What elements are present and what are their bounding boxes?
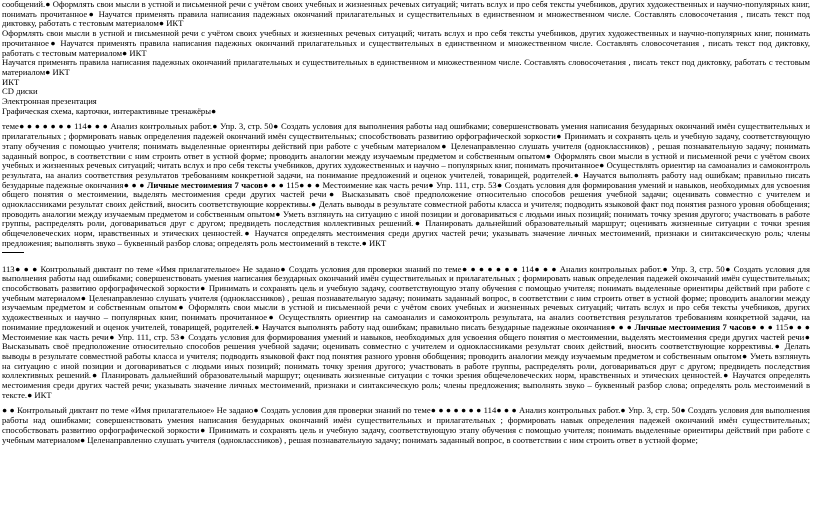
paragraph-1: сообщений.● Оформлять свои мысли в устной и письменной речи с учётом своих учебных и жизненных речевых ситуаций; читать вслух и про себя тексты учебников, других художественных и научно-популярных книг, понимать прочитанное● Научатся применять правила написания падежных окончаний прилагательных и существительных в единственном и множественном числе. Составлять словосочетания , писать текст под диктовку, работать с тестовым материалом● ИКТ: [2, 0, 810, 29]
section-heading-pronouns: Личные местоимения 7 часов: [634, 321, 752, 332]
paragraph-2: Оформлять свои мысли в устной и письменной речи с учётом своих учебных и жизненных речевых ситуаций; читать вслух и про себя тексты учебников, других художественных и научно-популярных книг, понимать прочитанное● Научатся применять правила написания падежных окончаний прилагательных и существительных в единственном и множественном числе. Составлять словосочетания , писать текст под диктовку, работать с тестовым материалом● ИКТ: [2, 28, 810, 58]
paragraph-ikt: ИКТ: [2, 76, 20, 87]
paragraph-dictation-block: ● ● Контрольный диктант по теме «Имя прилагательное» Не задано● Создать условия для проверки знаний по теме● ● ● ● ● ● ● 114● ● ● Анализ контрольных работ.● Упр. 3, стр. 50● Создать условия для выполнения работы над ошибками; совершенствовать умения написания безударных окончаний имён существительных и прилагательных ; формировать навык определения падежей окончаний имён существительных; способствовать развитию орфографической зоркости● Принимать и сохранять цель и учебную задачу, соответствующую этапу обучения с помощью учителя; понимать выделенные ориентиры действий при работе с учебным материалом● Целенаправленно слушать учителя (одноклассников) , решая познавательную задачу; понимать заданный вопрос, в соответствии с ним строить ответ в устной форме;: [2, 405, 810, 445]
paragraph-cd: CD диски: [2, 86, 38, 97]
paragraph-3: Научатся применять правила написания падежных окончаний прилагательных и существительных в единственном и множественном числе. Составлять словосочетания , писать текст под диктовку, работать с тестовым материалом● ИКТ: [2, 57, 810, 77]
paragraph-presentation: Электронная презентация: [2, 96, 97, 107]
section-heading-pronouns: Личные местоимения 7 часов: [146, 179, 263, 190]
paragraph-schema: Графическая схема, карточки, интерактивные тренажёры●: [2, 105, 217, 116]
paragraph-lesson-113-block: 113● ● ● Контрольный диктант по теме «Имя прилагательное» Не задано● Создать условия для проверки знаний по теме● ● ● ● ● ● ● 114● ● ● Анализ контрольных работ.● Упр. 3, стр. 50● Создать условия для выполнения работы над ошибками; совершенствовать умения написания безударных окончаний имён существительных и прилагательных ; формировать навык определения падежей окончаний имён существительных; способствовать развитию орфографической зоркости● Принимать и сохранять цель и учебную задачу, соответствующую этапу обучения с помощью учителя; понимать выделенные ориентиры действий при работе с учебным материалом● Целенаправленно слушать учителя (одноклассников) , решая познавательную задачу; понимать заданный вопрос, в соответствии с ним строить ответ в устной форме; проводить аналогии между изучаемым предметом и собственным опытом● Оформлять свои мысли в устной и письменной речи с учётом своих учебных и жизненных речевых ситуаций; читать вслух и про себя тексты учебников, других художественных и научно – популярных книг, понимать прочитанное● Осуществлять ориентир на самоанализ и самоконтроль результата, на анализ соответствия результатов требованиям конкретной задачи, на понимание предложений и оценок учителей, товарищей, родителей.● Научатся выполнять работу над ошибкам; правильно писать безударные падежные окончания● ● ● Личные местоимения 7 часов● ● ● 115● ● ● Местоимение как часть речи● Упр. 111, стр. 53● Создать условия для формирования умений и навыков, необходимых для усвоения общего понятия о местоимении, выделять местоимения среди других частей речи● Высказывать своё предположение относительно способов решения учебной задачи; оценивать совместно с учителем и одноклассниками результат своих действий, вносить соответствующие коррективы.● Делать выводы в результате совместной работы класса и учителя; подводить языковой факт под понятия разного уровня обобщения; проводить аналогии между изучаемым предметом и собственным опытом● Уметь взглянуть на ситуацию с иной позиции и договариваться с людьми иных позиций; понимать точку зрения другого; участвовать в работе группы, распределять роли, договариваться друг с другом; предвидеть последствия коллективных решений.● Планировать дальнейший образовательный маршрут; оценивать жизненные ситуации с точки зрения общечеловеческих норм, нравственных и этических ценностей.● Научатся определять местоимения среди других частей речи; указывать значение личных местоимений, признаки и синтаксическую роль; члены предложения; выполнять звуко – буквенный разбор слова; определять роль местоимений в тексте.● ИКТ: [2, 263, 810, 400]
divider-short: [2, 252, 24, 253]
paragraph-lesson-114-block: теме● ● ● ● ● ● ● 114● ● ● Анализ контрольных работ.● Упр. 3, стр. 50● Создать условия для выполнения работы над ошибками; совершенствовать умения написания безударных окончаний имён существительных и прилагательных ; формировать навык определения падежей окончаний имён существительных; способствовать развитию орфографической зоркости● Принимать и сохранять цель и учебную задачу, соответствующую этапу обучения с помощью учителя; понимать выделенные ориентиры действий при работе с учебным материалом● Целенаправленно слушать учителя (одноклассников) , решая познавательную задачу; понимать заданный вопрос, в соответствии с ним строить ответ в устной форме; проводить аналогии между изучаемым предметом и собственным опытом● Оформлять свои мысли в устной и письменной речи с учётом своих учебных и жизненных речевых ситуаций; читать вслух и про себя тексты учебников, других художественных и научно – популярных книг, понимать прочитанное● Осуществлять ориентир на самоанализ и самоконтроль результата, на анализ соответствия результатов требованиям конкретной задачи, на понимание предложений и оценок учителей, товарищей, родителей.● Научатся выполнять работу над ошибкам; правильно писать безударные падежные окончания● ● ● Личные местоимения 7 часов● ● ● 115● ● ● Местоимение как часть речи● Упр. 111, стр. 53● Создать условия для формирования умений и навыков, необходимых для усвоения общего понятия о местоимении, выделять местоимения среди других частей речи● Высказывать своё предположение относительно способов решения учебной задачи; оценивать совместно с учителем и одноклассниками результат своих действий, вносить соответствующие коррективы.● Делать выводы в результате совместной работы класса и учителя; подводить языковой факт под понятия разного уровня обобщения; проводить аналогии между изучаемым предметом и собственным опытом● Уметь взглянуть на ситуацию с иной позиции и договариваться с людьми иных позиций; понимать точку зрения другого; участвовать в работе группы, распределять роли, договариваться друг с другом; предвидеть последствия коллективных решений.● Планировать дальнейший образовательный маршрут; оценивать жизненные ситуации с точки зрения общечеловеческих норм, нравственных и этических ценностей.● Научатся определять местоимения среди других частей речи; указывать значение личных местоимений, признаки и синтаксическую роль; члены предложения; выполнять звуко – буквенный разбор слова; определять роль местоимений в тексте.● ИКТ: [2, 121, 811, 248]
